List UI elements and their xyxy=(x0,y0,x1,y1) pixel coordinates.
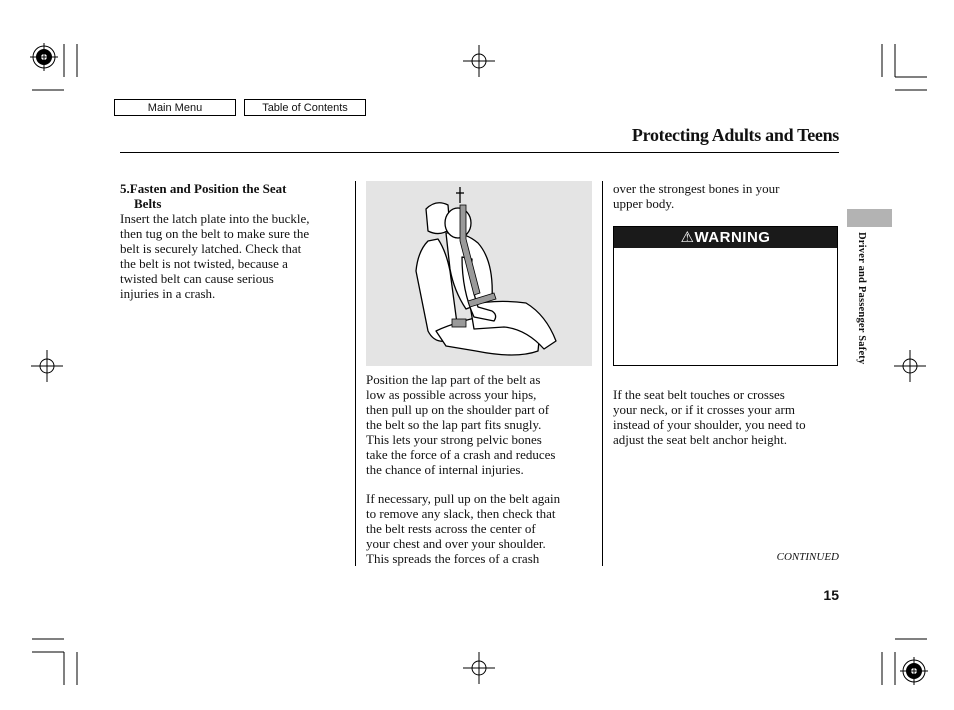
body-line: If necessary, pull up on the belt again xyxy=(366,491,561,506)
warning-box xyxy=(613,226,838,366)
step-body xyxy=(120,211,348,301)
column-divider xyxy=(355,181,356,566)
page-number: 15 xyxy=(823,587,839,603)
continued-label: CONTINUED xyxy=(776,551,839,563)
body-line: to remove any slack, then check that xyxy=(366,506,556,521)
body-line: then tug on the belt to make sure the xyxy=(120,226,310,241)
body-line: This spreads the forces of a crash xyxy=(366,551,540,566)
body-line: take the force of a crash and reduces xyxy=(366,447,556,462)
body-line: instead of your shoulder, you need to xyxy=(613,417,806,432)
body-line: If the seat belt touches or crosses xyxy=(613,387,785,402)
body-line: adjust the seat belt anchor height. xyxy=(613,432,788,447)
body-line: your neck, or if it crosses your arm xyxy=(613,402,795,417)
paragraph xyxy=(366,491,596,566)
section-tab xyxy=(847,209,892,227)
body-line: the belt is not twisted, because a xyxy=(120,256,288,271)
step-heading-line2: Belts xyxy=(134,196,162,211)
right-column-top xyxy=(613,181,839,211)
paragraph xyxy=(366,372,596,477)
body-line: Position the lap part of the belt as xyxy=(366,372,541,387)
column-divider xyxy=(602,181,603,566)
seat-belt-illustration xyxy=(366,181,592,366)
body-line: the belt rests across the center of xyxy=(366,521,536,536)
body-line: low as possible across your hips, xyxy=(366,387,537,402)
body-line: This lets your strong pelvic bones xyxy=(366,432,542,447)
left-column xyxy=(120,181,348,301)
title-rule xyxy=(120,152,839,153)
body-line: belt is securely latched. Check that xyxy=(120,241,302,256)
body-line: twisted belt can cause serious xyxy=(120,271,274,286)
body-line: Insert the latch plate into the buckle, xyxy=(120,211,310,226)
body-line: the chance of internal injuries. xyxy=(366,462,524,477)
right-column-body xyxy=(613,387,843,447)
warning-label: WARNING xyxy=(694,229,771,246)
step-heading xyxy=(120,181,348,211)
warning-triangle-icon: ⚠ xyxy=(680,229,695,246)
step-heading-line1: 5.Fasten and Position the Seat xyxy=(120,181,287,196)
body-line: injuries in a crash. xyxy=(120,286,216,301)
main-menu-button[interactable]: Main Menu xyxy=(114,99,236,116)
body-line: upper body. xyxy=(613,196,675,211)
middle-column xyxy=(366,372,596,566)
warning-header xyxy=(614,227,837,248)
page-title: Protecting Adults and Teens xyxy=(631,125,839,145)
body-line: your chest and over your shoulder. xyxy=(366,536,546,551)
section-label: Driver and Passenger Safety xyxy=(856,232,867,365)
seated-person-illustration xyxy=(366,181,592,366)
table-of-contents-button[interactable]: Table of Contents xyxy=(244,99,366,116)
body-line: the belt so the lap part fits snugly. xyxy=(366,417,542,432)
body-line: over the strongest bones in your xyxy=(613,181,780,196)
body-line: then pull up on the shoulder part of xyxy=(366,402,550,417)
